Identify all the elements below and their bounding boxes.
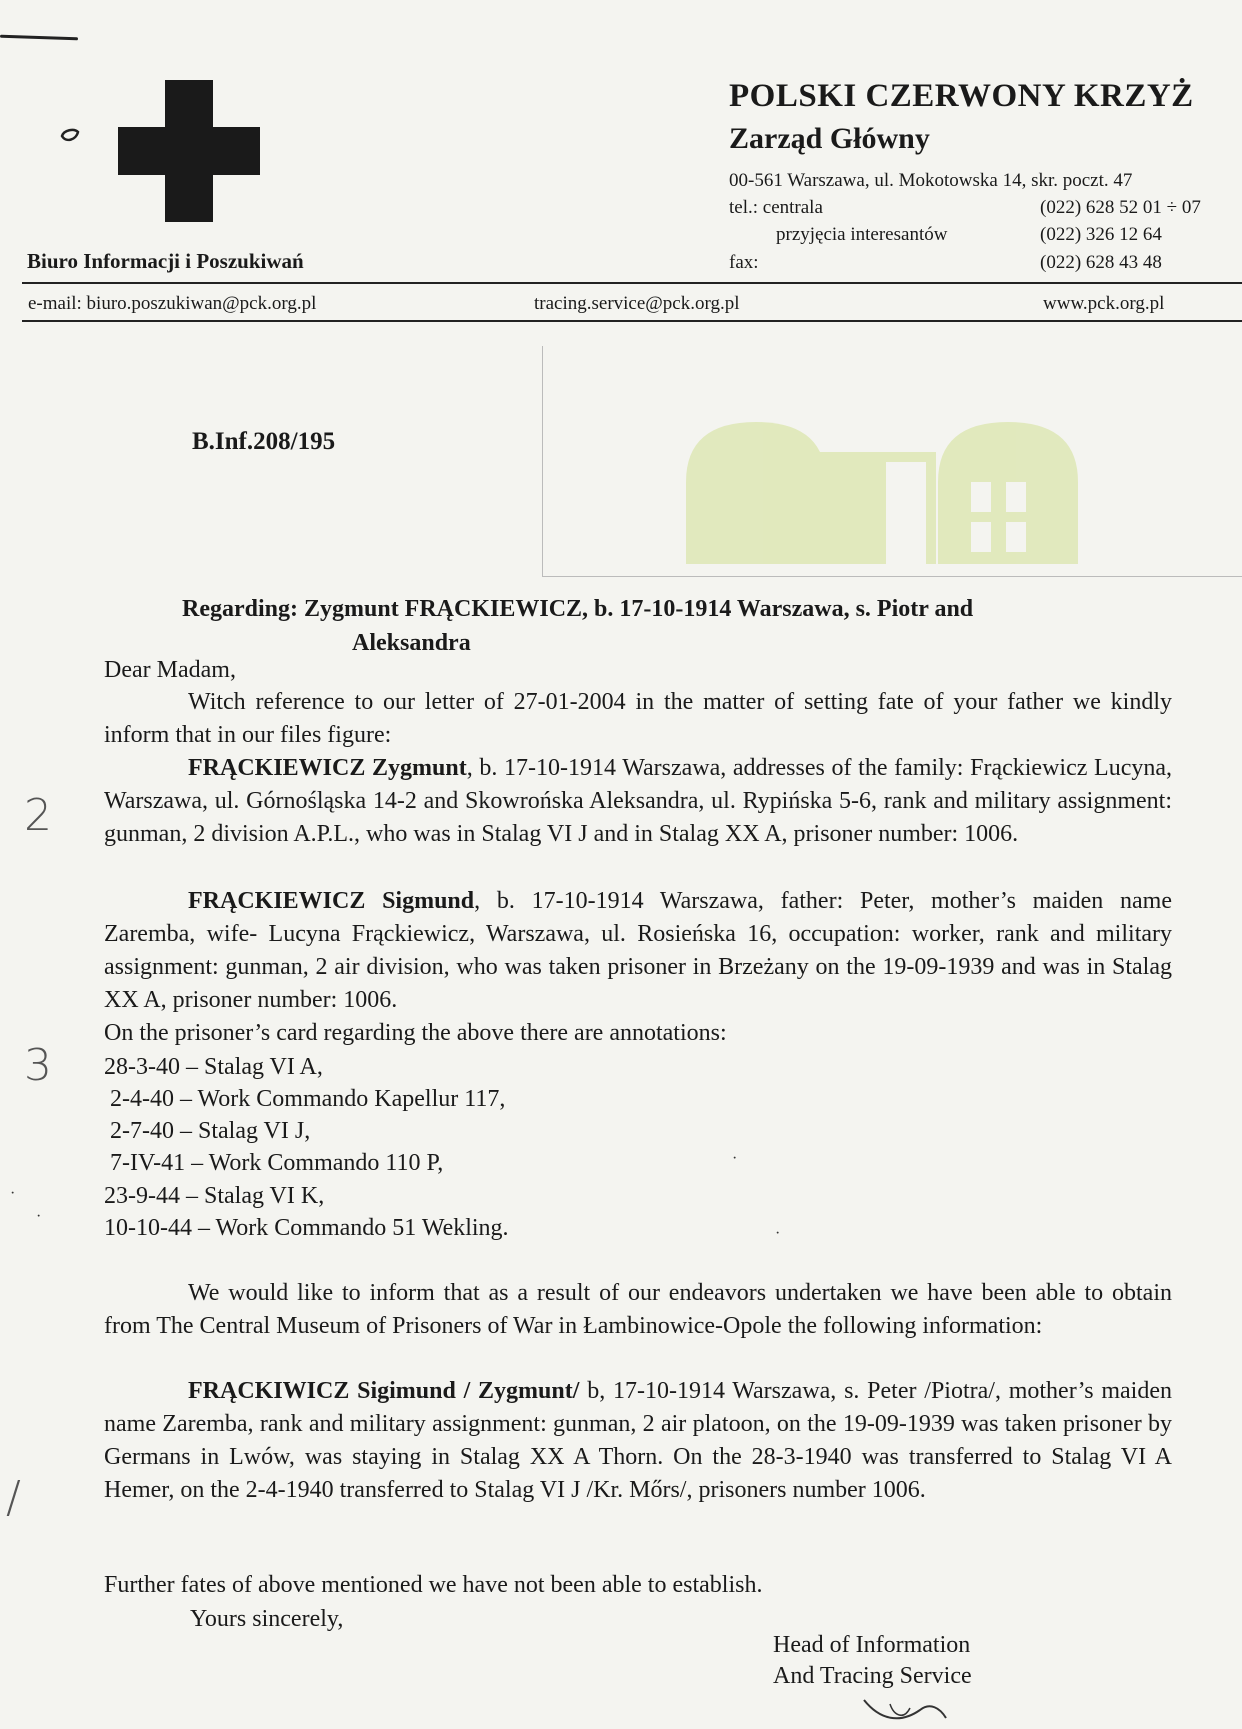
- address: 00-561 Warszawa, ul. Mokotowska 14, skr. poczt. 47: [729, 170, 1133, 191]
- paragraph-museum: We would like to inform that as a result of our endeavors undertaken we have been able to obtain from The Central Museum of Prisoners of War in Łambinowice-Opole the following information:: [104, 1280, 1172, 1339]
- subject-line-1: Regarding: Zygmunt FRĄCKIEWICZ, b. 17-10-1914 Warszawa, s. Piotr and: [182, 596, 974, 622]
- tel-label: tel.: centrala: [729, 197, 823, 218]
- record-1-text: , b. 17-10-1914 Warszawa, addresses of the family: Frąckiewicz Lucyna, Warszawa, ul. Górnośląska 14-2 and Skowrońska Aleksandra, ul. Rypińska 5-6, rank and military assignment: gunman, 2 division A.P.L., who was in Stalag VI J and in Stalag XX A, prisoner number: 1006.: [104, 755, 1172, 847]
- speck: ·: [10, 1185, 16, 1202]
- tel-central: (022) 628 52 01 ÷ 07: [1040, 197, 1201, 218]
- annotations-intro: On the prisoner’s card regarding the above there are annotations:: [104, 1020, 727, 1046]
- tel-visitors: (022) 326 12 64: [1040, 224, 1162, 245]
- salutation: Dear Madam,: [104, 657, 236, 683]
- record-2: [104, 885, 1172, 1017]
- record-3: [104, 1375, 1172, 1507]
- scan-edge-mark: [0, 35, 78, 41]
- annotation-item: 2-4-40 – Work Commando Kapellur 117,: [104, 1086, 506, 1112]
- fax-label: fax:: [729, 252, 759, 273]
- annotation-item: 7-IV-41 – Work Commando 110 P,: [104, 1150, 444, 1176]
- email-primary: e-mail: biuro.poszukiwan@pck.org.pl: [28, 293, 317, 314]
- leaf-icon: [60, 128, 80, 144]
- reference-number: B.Inf.208/195: [192, 428, 336, 455]
- margin-mark: /: [6, 1472, 21, 1523]
- closing-salutation: Yours sincerely,: [190, 1606, 344, 1632]
- annotation-item: 10-10-44 – Work Commando 51 Wekling.: [104, 1215, 509, 1241]
- annotation-item: 23-9-44 – Stalag VI K,: [104, 1183, 325, 1209]
- speck: ·: [775, 1225, 781, 1242]
- record-1-name: FRĄCKIEWICZ Zygmunt: [188, 755, 467, 781]
- organization-subtitle: Zarząd Główny: [729, 122, 930, 155]
- annotation-item: 2-7-40 – Stalag VI J,: [104, 1118, 311, 1144]
- email-tracing: tracing.service@pck.org.pl: [534, 293, 740, 314]
- margin-mark: 3: [24, 1040, 52, 1091]
- subject-line: [182, 592, 1172, 660]
- margin-mark: 2: [24, 790, 52, 841]
- record-2-text: , b. 17-10-1914 Warszawa, father: Peter, mother’s maiden name Zaremba, wife- Lucyna Frąckiewicz, Warszawa, ul. Rosieńska 16, occupation: worker, rank and military assignment: gunman, 2 air division, who was taken prisoner in Brzeżany on the 19-09-1939 and was in Stalag XX A, prisoner number: 1006.: [104, 888, 1172, 1013]
- annotation-item: 28-3-40 – Stalag VI A,: [104, 1054, 323, 1080]
- record-2-name: FRĄCKIEWICZ Sigmund: [188, 888, 475, 914]
- handwritten-signature: [860, 1690, 950, 1726]
- speck: ·: [36, 1208, 42, 1225]
- organization-name: POLSKI CZERWONY KRZYŻ: [729, 78, 1194, 114]
- header-rule-bottom: [22, 320, 1242, 322]
- faded-stamp-logo: [686, 422, 1078, 564]
- record-3-name: FRĄCKIWICZ Sigimund / Zygmunt/: [188, 1378, 580, 1404]
- signature-title-2: And Tracing Service: [773, 1663, 972, 1689]
- website: www.pck.org.pl: [1043, 293, 1165, 314]
- visitors-label: przyjęcia interesantów: [776, 224, 948, 245]
- header-rule-top: [22, 282, 1242, 284]
- speck: ·: [732, 1150, 738, 1167]
- fax-number: (022) 628 43 48: [1040, 252, 1162, 273]
- record-3-text: b, 17-10-1914 Warszawa, s. Peter /Piotra/, mother’s maiden name Zaremba, rank and military assignment: gunman, 2 air platoon, on the 19-09-1939 was taken prisoner by Germans in Lwów, was staying in Stalag XX A Thorn. On the 28-3-1940 was transferred to Stalag VI A Hemer, on the 2-4-1940 transferred to Stalag VI J /Kr. Mőrs/, prisoners number 1006.: [104, 1378, 1173, 1503]
- department-name: Biuro Informacji i Poszukiwań: [27, 249, 304, 273]
- red-cross-icon: [118, 80, 260, 222]
- record-1: [104, 752, 1172, 851]
- subject-line-2: Aleksandra: [352, 630, 471, 656]
- signature-title-1: Head of Information: [773, 1632, 971, 1658]
- paragraph-intro: Witch reference to our letter of 27-01-2004 in the matter of setting fate of your father we kindly inform that in our files figure:: [104, 689, 1172, 748]
- closing-paragraph: Further fates of above mentioned we have not been able to establish.: [104, 1572, 763, 1598]
